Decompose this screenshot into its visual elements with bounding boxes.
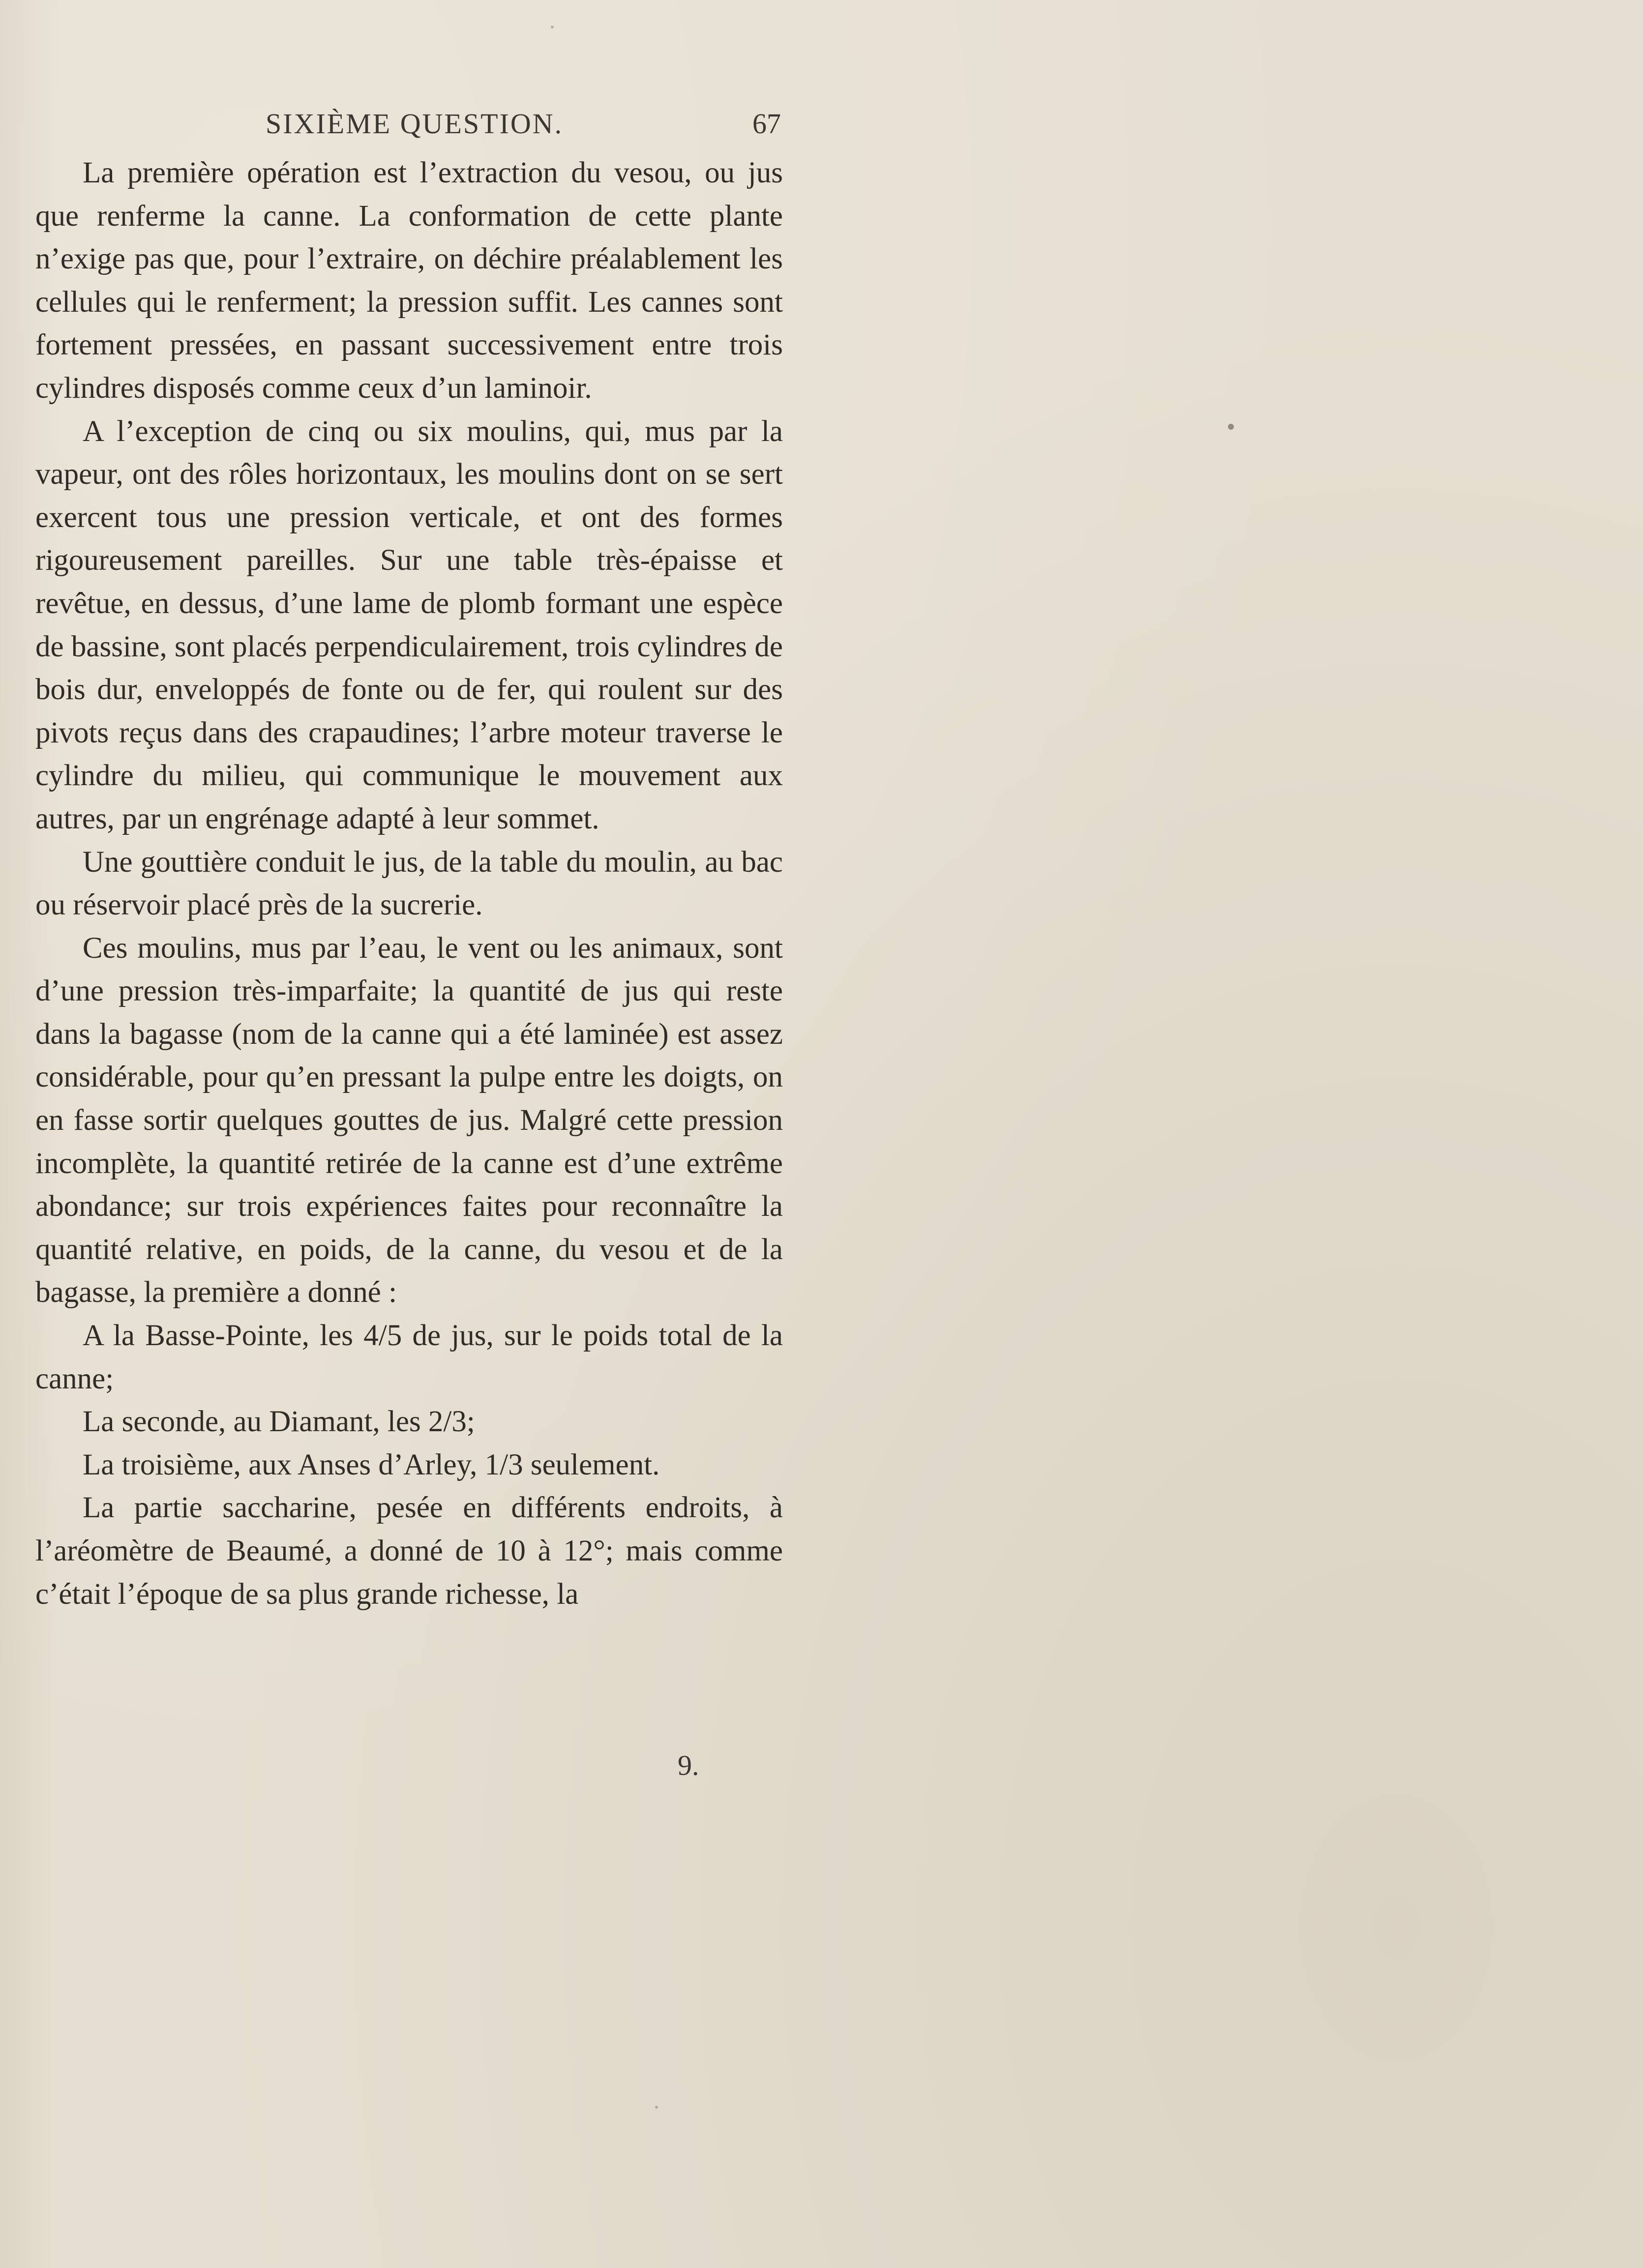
paragraph-extraction: La première opération est l’extraction du vesou, ou jus que renferme la canne. La conformation de cette plante n’exige pas que, pour l’extraire, on déchire préalablement les cellules qui le renferment; la pression suffit. Les cannes sont fortement pressées, en passant successivement entre trois cylindres disposés comme ceux d’un laminoir.	[35, 156, 783, 405]
signature-mark: 9.	[678, 1749, 699, 1781]
paragraph-anses-arley: La troisième, aux Anses d’Arley, 1/3 seulement.	[83, 1448, 660, 1481]
paper-speck	[1228, 424, 1234, 430]
page-number: 67	[752, 108, 781, 140]
paper-speck	[551, 26, 554, 29]
paper-speck	[655, 2106, 658, 2109]
paragraph-basse-pointe: A la Basse-Pointe, les 4/5 de jus, sur le poids total de la canne;	[35, 1319, 783, 1395]
paragraph-gutter: Une gouttière conduit le jus, de la table du moulin, au bac ou réservoir placé près de la sucrerie.	[35, 845, 783, 922]
paragraph-saccharine: La partie saccharine, pesée en différents endroits, à l’aréomètre de Beaumé, a donné de 10 à 12°; mais comme c’était l’époque de sa plus grande richesse, la	[35, 1491, 783, 1611]
paragraph-diamant: La seconde, au Diamant, les 2/3;	[83, 1405, 475, 1439]
running-head	[266, 107, 781, 147]
running-title: SIXIÈME QUESTION.	[266, 108, 564, 140]
paragraph-mills: A l’exception de cinq ou six moulins, qui, mus par la vapeur, ont des rôles horizontaux, les moulins dont on se sert exercent tous une pression verticale, et ont des formes rigoureusement pareilles. Sur une table très-épaisse et revêtue, en dessus, d’une lame de plomb formant une espèce de bassine, sont placés perpendiculairement, trois cylindres de bois dur, enveloppés de fonte ou de fer, qui roulent sur des pivots reçus dans des crapaudines; l’arbre moteur traverse le cylindre du milieu, qui communique le mouvement aux autres, par un engrénage adapté à leur sommet.	[35, 414, 783, 835]
body-text	[35, 151, 783, 1616]
paragraph-pressure: Ces moulins, mus par l’eau, le vent ou les animaux, sont d’une pression très-imparfaite; la quantité de jus qui reste dans la bagasse (nom de la canne qui a été laminée) est assez considérable, pour qu’en pressant la pulpe entre les doigts, on en fasse sortir quelques gouttes de jus. Malgré cette pression incomplète, la quantité retirée de la canne est d’une extrême abondance; sur trois expériences faites pour reconnaître la quantité relative, en poids, de la canne, du vesou et de la bagasse, la première a donné :	[35, 931, 783, 1309]
